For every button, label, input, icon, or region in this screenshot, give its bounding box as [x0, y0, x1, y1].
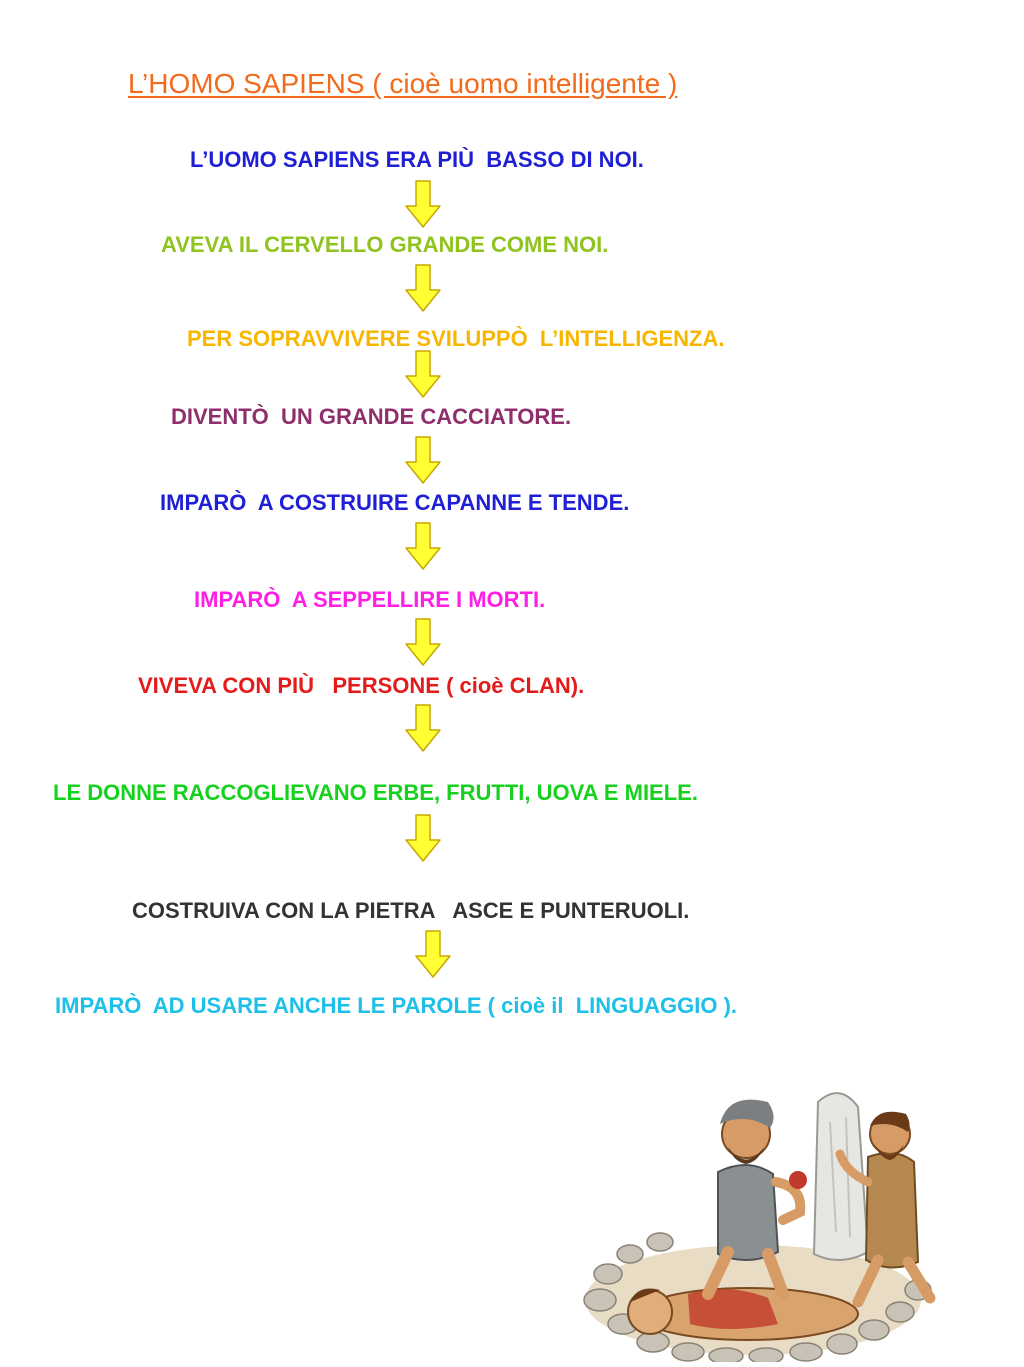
down-arrow-icon: [405, 704, 441, 752]
down-arrow-icon: [405, 618, 441, 666]
down-arrow-icon: [405, 180, 441, 228]
page-title: L’HOMO SAPIENS ( cioè uomo intelligente ): [128, 68, 678, 99]
step-8: LE DONNE RACCOGLIEVANO ERBE, FRUTTI, UOVA E MIELE.: [53, 780, 698, 805]
step-9: COSTRUIVA CON LA PIETRA ASCE E PUNTERUOLI.: [132, 898, 690, 923]
step-1: L’UOMO SAPIENS ERA PIÙ BASSO DI NOI.: [190, 147, 644, 172]
step-7: VIVEVA CON PIÙ PERSONE ( cioè CLAN).: [138, 673, 585, 698]
down-arrow-icon: [405, 350, 441, 398]
down-arrow-icon: [405, 814, 441, 862]
down-arrow-icon: [405, 264, 441, 312]
step-5: IMPARÒ A COSTRUIRE CAPANNE E TENDE.: [160, 490, 630, 515]
prehistoric-people-illustration: [578, 1062, 948, 1362]
step-3: PER SOPRAVVIVERE SVILUPPÒ L’INTELLIGENZA.: [187, 326, 725, 351]
step-4: DIVENTÒ UN GRANDE CACCIATORE.: [171, 404, 572, 429]
step-10: IMPARÒ AD USARE ANCHE LE PAROLE ( cioè il LINGUAGGIO ).: [55, 993, 738, 1018]
step-2: AVEVA IL CERVELLO GRANDE COME NOI.: [161, 232, 609, 257]
step-6: IMPARÒ A SEPPELLIRE I MORTI.: [194, 587, 546, 612]
down-arrow-icon: [405, 436, 441, 484]
down-arrow-icon: [405, 522, 441, 570]
down-arrow-icon: [415, 930, 451, 978]
